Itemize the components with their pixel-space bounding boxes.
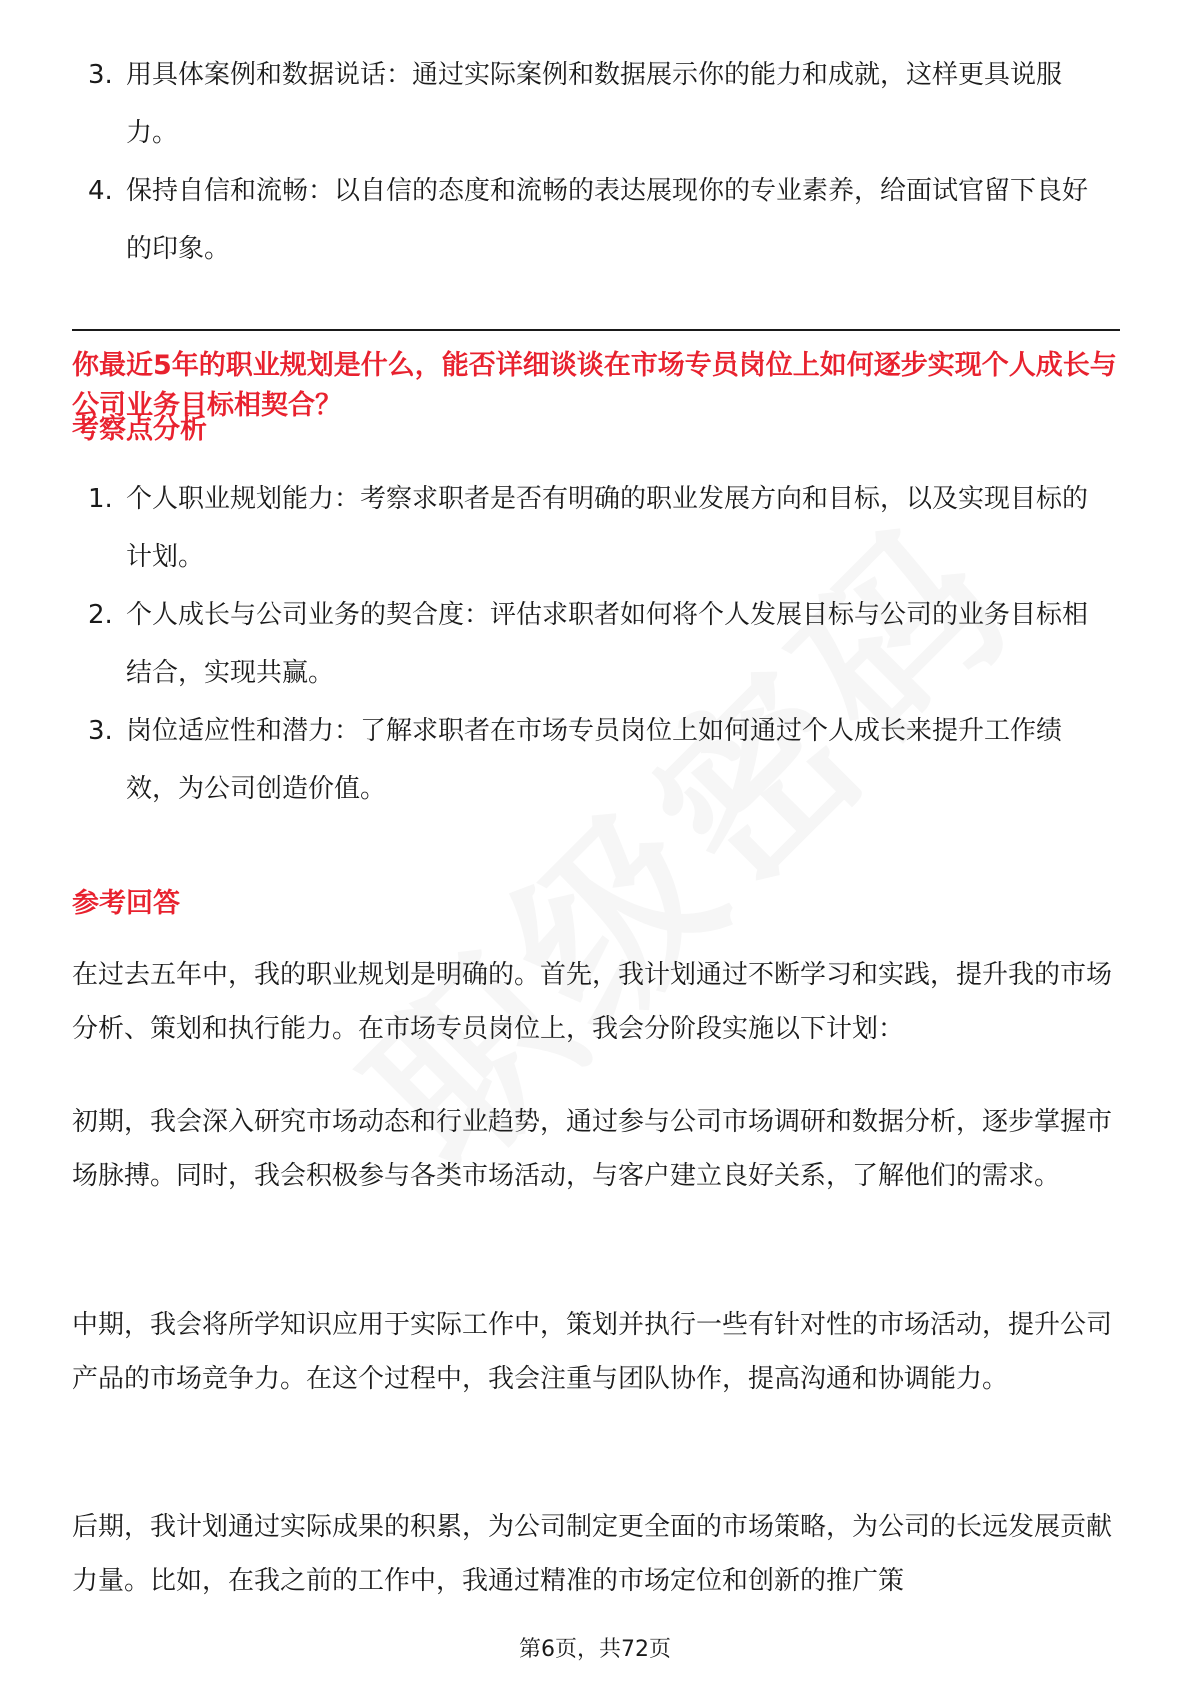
section-divider xyxy=(72,329,1120,331)
list-item xyxy=(72,162,1112,278)
question-heading: 你最近5年的职业规划是什么，能否详细谈谈在市场专员岗位上如何逐步实现个人成长与公司业务目标相契合？ xyxy=(72,350,1117,421)
list-item-number: 2. xyxy=(88,600,113,630)
list-item-text: 岗位适应性和潜力：了解求职者在市场专员岗位上如何通过个人成长来提升工作绩效，为公司创造价值。 xyxy=(126,716,1063,804)
list-item xyxy=(72,470,1112,586)
top-list xyxy=(72,46,1112,278)
analysis-list xyxy=(72,470,1112,818)
list-item-text: 个人成长与公司业务的契合度：评估求职者如何将个人发展目标与公司的业务目标相结合，实现共赢。 xyxy=(126,600,1089,688)
list-item xyxy=(72,46,1112,162)
list-item-text: 保持自信和流畅：以自信的态度和流畅的表达展现你的专业素养，给面试官留下良好的印象。 xyxy=(126,176,1089,264)
answer-paragraph: 中期，我会将所学知识应用于实际工作中，策划并执行一些有针对性的市场活动，提升公司产品的市场竞争力。在这个过程中，我会注重与团队协作，提高沟通和协调能力。 xyxy=(72,1310,1113,1394)
list-item-number: 3. xyxy=(88,716,113,746)
list-item-number: 1. xyxy=(88,484,113,514)
list-item-text: 用具体案例和数据说话：通过实际案例和数据展示你的能力和成就，这样更具说服力。 xyxy=(126,60,1063,148)
answer-paragraph: 后期，我计划通过实际成果的积累，为公司制定更全面的市场策略，为公司的长远发展贡献力量。比如，在我之前的工作中，我通过精准的市场定位和创新的推广策 xyxy=(72,1512,1113,1596)
answer-paragraph: 在过去五年中，我的职业规划是明确的。首先，我计划通过不断学习和实践，提升我的市场分析、策划和执行能力。在市场专员岗位上，我会分阶段实施以下计划： xyxy=(72,960,1113,1044)
list-item-text: 个人职业规划能力：考察求职者是否有明确的职业发展方向和目标，以及实现目标的计划。 xyxy=(126,484,1089,572)
answer-paragraph: 初期，我会深入研究市场动态和行业趋势，通过参与公司市场调研和数据分析，逐步掌握市场脉搏。同时，我会积极参与各类市场活动，与客户建立良好关系，了解他们的需求。 xyxy=(72,1107,1113,1191)
list-item xyxy=(72,586,1112,702)
list-item-number: 4. xyxy=(88,176,113,206)
analysis-heading: 考察点分析 xyxy=(72,414,207,445)
answer-heading: 参考回答 xyxy=(72,888,180,919)
page-number: 第6页，共72页 xyxy=(519,1637,671,1662)
list-item-number: 3. xyxy=(88,60,113,90)
list-item xyxy=(72,702,1112,818)
